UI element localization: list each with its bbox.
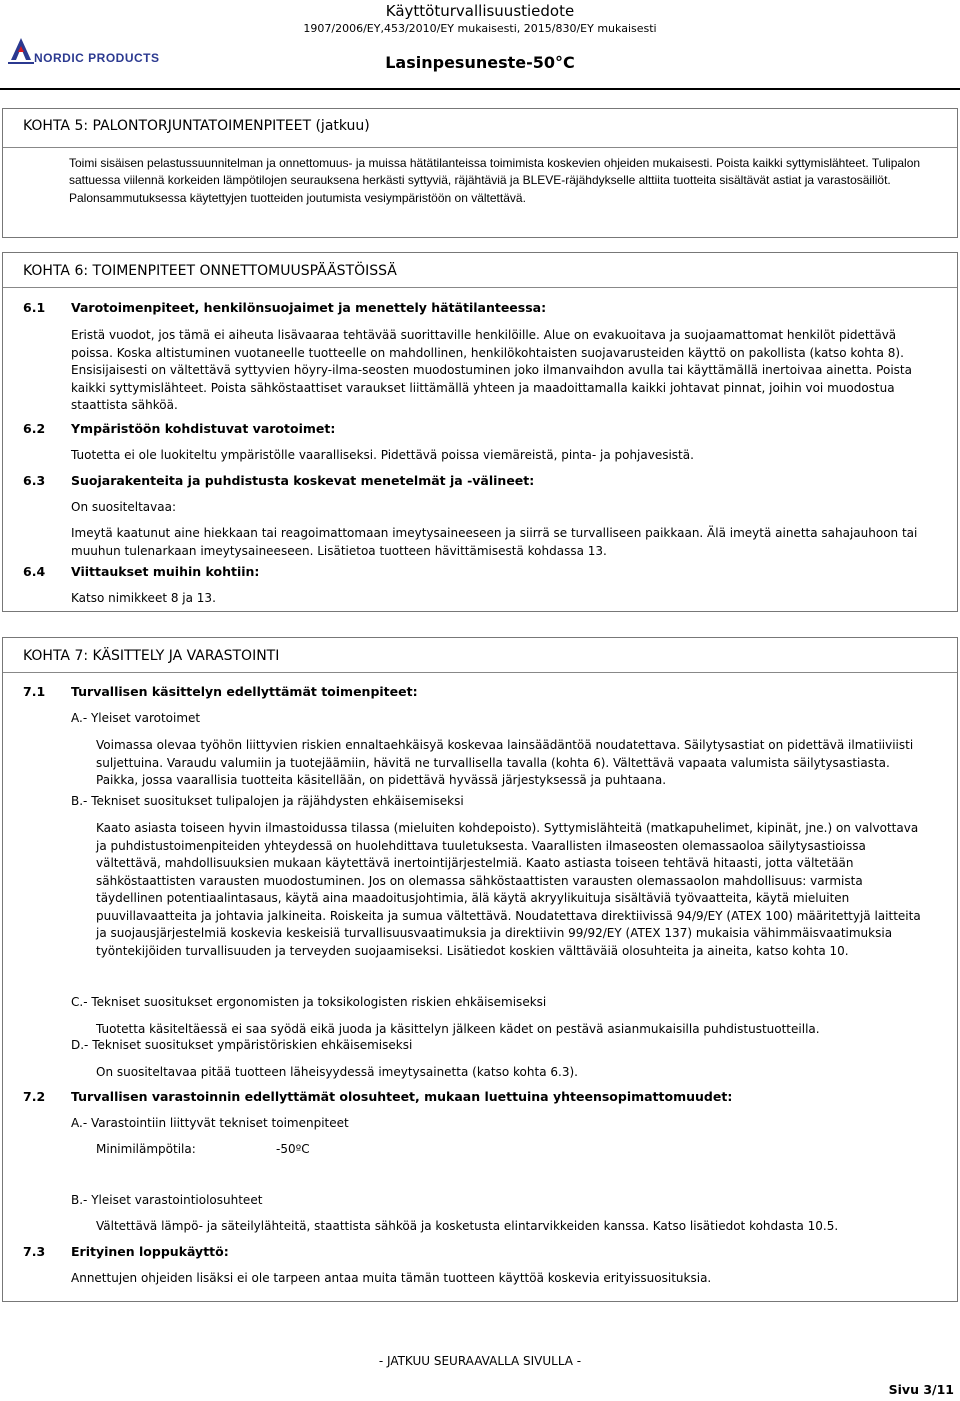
continues-note: - JATKUU SEURAAVALLA SIVULLA - [378,1354,582,1368]
subsection-7-2-a-heading: A.- Varastointiin liittyvät tekniset toimenpiteet [71,1116,349,1130]
section-6-divider [3,287,957,288]
subsection-7-3-number: 7.3 [23,1244,46,1259]
logo-text: NORDIC PRODUCTS [34,51,160,65]
subsection-6-4-number: 6.4 [23,564,46,579]
subsection-7-1-a-text: Voimassa olevaa työhön liittyvien riskien ennaltaehkäisyä koskevaa lainsäädäntöä noudatettava. Säilytysastiat on pidettävä ilmatiiviisti suljettuina. Varaudu valumiin ja tuotejäämiin, hävitä ne turvallisella tavalla (kohta 6). Vältettävä vapaata valumista säilytysastiasta. Paikka, jossa vaarallisia tuotteita käsitellään, on pidettävä hyvässä järjestyksessä ja puhtaana. [96,738,914,787]
document-title: Käyttöturvallisuustiedote [385,2,575,20]
subsection-7-2-number: 7.2 [23,1089,46,1104]
section-5-divider [3,147,957,148]
section-5-box [2,108,958,238]
page-number: Sivu 3/11 [888,1382,954,1397]
min-temperature-label: Minimilämpötila: [96,1142,196,1156]
subsection-7-1-title: Turvallisen käsittelyn edellyttämät toimenpiteet: [71,684,418,699]
subsection-7-1-c-text: Tuotetta käsiteltäessä ei saa syödä eikä juoda ja käsittelyn jälkeen kädet on pestävä asianmukaisilla puhdistustuotteilla. [96,1022,820,1036]
product-name: Lasinpesuneste-50°C [385,53,575,72]
subsection-7-2-b-text: Vältettävä lämpö- ja säteilylähteitä, staattista sähköä ja kosketusta elintarvikkeiden kanssa. Katso lisätiedot kohdasta 10.5. [96,1219,839,1233]
subsection-7-1-d-text: On suositeltavaa pitää tuotteen läheisyydessä imeytysainetta (katso kohta 6.3). [96,1065,578,1079]
subsection-7-1-a-heading: A.- Yleiset varotoimet [71,711,201,725]
subsection-7-3-text: Annettujen ohjeiden lisäksi ei ole tarpeen antaa muita tämän tuotteen käyttöä koskevia erityissuosituksia. [71,1271,712,1285]
subsection-6-3-subtitle: On suositeltavaa: [71,500,176,514]
subsection-7-1-b-heading: B.- Tekniset suositukset tulipalojen ja räjähdysten ehkäisemiseksi [71,794,464,808]
subsection-6-1-text: Eristä vuodot, jos tämä ei aiheuta lisävaaraa tehtävää suorittaville henkilöille. Alue on evakuoitava ja suojaamattomat henkilöt pidettävä poissa. Koska altistuminen vuotaneelle tuotteelle on mahdollinen, henkilökohtaisten suojavarusteiden käyttö on pakollista (katso kohta 8). Ensisijaisesti on vältettävä syttyvien höyry-ilma-seosten muodostuminen joko ilmanvaihdon avulla tai käyttämällä inertoivaa ainetta. Poista kaikki syttymislähteet. Poista sähköstaattiset varaukset liittämällä yhteen ja maadoittamalla kaikki johtavat pinnat, joihin voi muodostua staattista sähköä. [71,328,912,412]
min-temperature-value: -50ºC [276,1142,310,1156]
section-6-title: KOHTA 6: TOIMENPITEET ONNETTOMUUSPÄÄSTÖISSÄ [23,263,397,279]
subsection-6-2-text: Tuotetta ei ole luokiteltu ympäristölle vaaralliseksi. Pidettävä poissa viemäreistä, pinta- ja pohjavesistä. [71,448,694,462]
header-divider [0,88,960,90]
section-7-divider [3,672,957,673]
subsection-6-3-title: Suojarakenteita ja puhdistusta koskevat menetelmät ja -välineet: [71,473,535,488]
subsection-7-1-b-text: Kaato asiasta toiseen hyvin ilmastoidussa tilassa (mieluiten kohdepoisto). Syttymislähteitä (matkapuhelimet, kipinät, jne.) on valvottava ja puhdistustoimenpiteiden yhteydessä on huolehdittava tuuletuksesta. Vaarallisten ilmaseosten olemassaoloa säilytysastioissa vältettävä, mahdollisuuksien mukaan käytettävä inertointijärjestelmiä. Kaato astiasta toiseen tehtävä hitaasti, jotta vältetään sähköstaattisten varausten muodostuminen. Jos on olemassa sähköstaattisten varausten olemassaolon mahdollisuus: varmista täydellinen potentiaalintasaus, käytä aina maadoitusjohtimia, älä käytä akryylikuituja sisältäviä työvaatteita, käytä mieluiten puuvillavaatteita ja johtavia jalkineita. Roiskeita ja sumua vältettävä. Noudatettava direktiivissä 94/9/EY (ATEX 100) määritettyjä laitteita ja suojausjärjestelmiä koskevia keskeisiä turvallisuusvaatimuksia ja direktiivin 99/92/EY (ATEX 137) mukaisia vähimmäisvaatimuksia työntekijöiden turvallisuuden ja terveyden suojaamiseksi. Lisätiedot koskien välttäväiä olosuhteita ja aineita, katso kohta 10. [96,821,921,958]
section-5-paragraph: Toimi sisäisen pelastussuunnitelman ja onnettomuus- ja muissa hätätilanteissa toimimista koskevien ohjeiden mukaisesti. Poista kaikki syttymislähteet. Tulipalon sattuessa viilennä korkeiden lämpötilojen seurauksena herkästi syttyviä, räjähtäviä ja BLEVE-räjähdykselle alttiita tuotteita sisältävät astiat ja varastosäiliöt. Palonsammutuksessa käytettyjen tuotteiden joutumista vesiympäristöön on vältettävä. [69,156,921,205]
subsection-7-3-title: Erityinen loppukäyttö: [71,1244,229,1259]
subsection-6-4-text: Katso nimikkeet 8 ja 13. [71,591,216,605]
section-7-box [2,637,958,1302]
subsection-7-1-number: 7.1 [23,684,46,699]
subsection-7-1-c-heading: C.- Tekniset suositukset ergonomisten ja toksikologisten riskien ehkäisemiseksi [71,995,547,1009]
subsection-7-2-title: Turvallisen varastoinnin edellyttämät olosuhteet, mukaan luettuina yhteensopimattomuudet: [71,1089,733,1104]
subsection-6-1-number: 6.1 [23,300,46,315]
subsection-7-1-d-heading: D.- Tekniset suositukset ympäristöriskien ehkäisemiseksi [71,1038,413,1052]
subsection-6-2-number: 6.2 [23,421,46,436]
subsection-6-2-title: Ympäristöön kohdistuvat varotoimet: [71,421,336,436]
subsection-6-1-title: Varotoimenpiteet, henkilönsuojaimet ja menettely hätätilanteessa: [71,300,547,315]
subsection-6-4-title: Viittaukset muihin kohtiin: [71,564,260,579]
section-7-title: KOHTA 7: KÄSITTELY JA VARASTOINTI [23,648,280,664]
regulation-line: 1907/2006/EY,453/2010/EY mukaisesti, 2015/830/EY mukaisesti [303,22,657,35]
section-5-title: KOHTA 5: PALONTORJUNTATOIMENPITEET (jatkuu) [23,118,370,134]
section-6-box [2,252,958,612]
subsection-7-2-b-heading: B.- Yleiset varastointiolosuhteet [71,1193,263,1207]
subsection-6-3-number: 6.3 [23,473,46,488]
subsection-6-3-text: Imeytä kaatunut aine hiekkaan tai reagoimattomaan imeytysaineeseen ja siirrä se turvalliseen paikkaan. Älä imeytä ainetta sahajauhoon tai muuhun tulenarkaan imeytysaineeseen. Lisätietoa tuotteen hävittämisestä kohdassa 13. [71,526,918,558]
